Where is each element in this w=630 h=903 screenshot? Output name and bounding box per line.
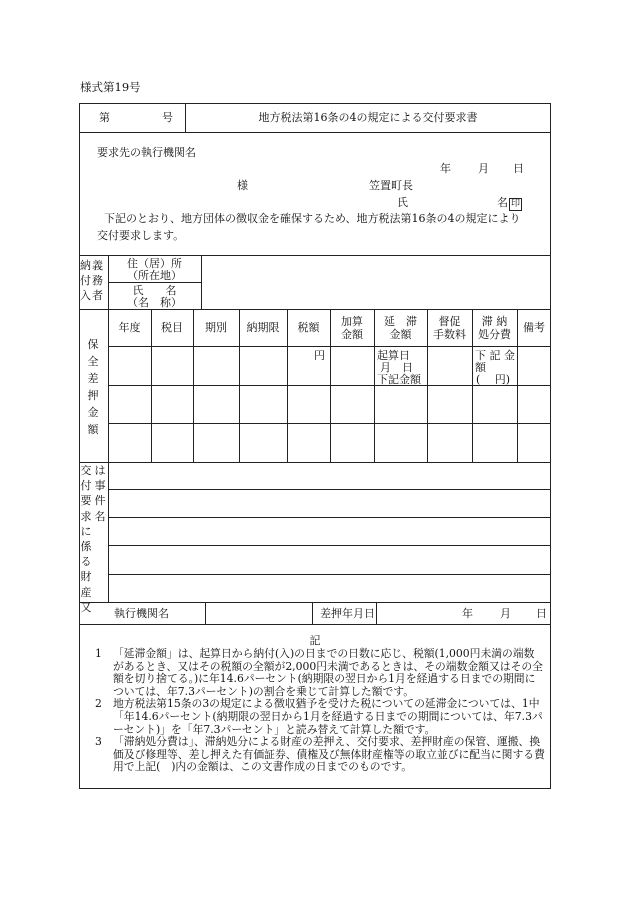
address-sub-label: （所在地） (127, 269, 182, 282)
divider (108, 462, 109, 602)
amount-side-label (86, 336, 100, 438)
divider (108, 574, 551, 575)
col-noukigen: 納期限 (246, 321, 280, 334)
side-char: る (80, 555, 92, 569)
divider (79, 602, 551, 603)
body-text-line1: 下記のとおり、地方団体の徴収金を確保するため、地方税法第16条の4の規定により (104, 212, 521, 225)
seal-mark: 印 (510, 199, 520, 209)
note-number: 2 (95, 697, 102, 711)
divider (108, 517, 551, 518)
taxpayer-side-label-2: 付務 (80, 274, 104, 287)
tainou-note-3: ( 円) (476, 373, 511, 386)
divider (376, 602, 377, 624)
side-char: は (94, 464, 106, 477)
side-char: 額 (87, 423, 99, 436)
side-char: に (80, 524, 92, 538)
note-item (95, 736, 545, 774)
side-char: 名 (94, 509, 106, 523)
shi-label: 氏 (397, 196, 408, 209)
form-number: 様式第19号 (80, 80, 141, 94)
mei-label (497, 196, 522, 211)
col-zeimoku: 税目 (161, 321, 183, 334)
document-title: 地方税法第16条の4の規定による交付要求書 (258, 111, 478, 124)
address-label: 住（居）所 (127, 257, 182, 270)
entai-note-3: 下記金額 (377, 373, 421, 386)
note-text: 地方税法第15条の3の規定による徴収猶予を受けた税についての延滞金については、1中「年14.6パーセント(納期限の翌日から1月を経過する日までの期間については、年7.3パーセント)」を「年7.3パーセント」と読み替えて計算した額です。 (113, 697, 543, 736)
date-month-label: 月 (478, 162, 489, 175)
tainou-note-1: 下 記 金 (475, 349, 515, 362)
divider (79, 462, 551, 463)
side-char: 差 (87, 372, 99, 385)
note-item (95, 698, 545, 736)
requested-agency-label: 要求先の執行機関名 (97, 146, 196, 159)
agency-label: 執行機関名 (114, 607, 169, 620)
side-char: 要 (80, 494, 92, 508)
col-kasan-1: 加算 (341, 315, 363, 328)
divider (79, 132, 551, 133)
taxpayer-side-label-1: 納義 (80, 259, 104, 272)
divider (79, 255, 551, 256)
divider (108, 489, 551, 490)
col-tokusoku-2: 手数料 (433, 328, 466, 341)
col-kasan-2: 金額 (341, 328, 363, 341)
side-char: 押 (87, 389, 99, 402)
divider (108, 545, 551, 546)
property-side-label-2 (93, 463, 107, 524)
sama-label: 様 (237, 179, 248, 192)
entai-note-1: 起算日 (377, 349, 410, 362)
note-number: 1 (95, 647, 102, 660)
col-kibetsu: 期別 (205, 321, 227, 334)
divider (312, 602, 313, 624)
footer-month: 月 (500, 607, 511, 620)
footer-day: 日 (536, 607, 547, 620)
divider (79, 309, 551, 310)
property-side-label-1 (79, 463, 93, 615)
name-label: 氏 名 (132, 284, 177, 297)
col-entai-1: 延 滞 (384, 315, 417, 328)
col-tokusoku-1: 督促 (438, 315, 461, 328)
col-tainou-1: 滞 納 (481, 315, 508, 328)
taxpayer-side-label-3: 入者 (80, 289, 104, 302)
note-text: 「延滞金額」は、起算日から納付(入)の日までの日数に応じ、税額(1,000円未満の端数があるとき、又はその税額の全額が2,000円未満であるときは、その端数金額又はその全額を切り捨てる。)に年14.6パーセント(納期限の翌日から1月を経過する日までの期間については、年7.3パーセント)の割合を乗じて計算した額です。 (113, 647, 543, 698)
col-entai-2: 金額 (389, 328, 412, 341)
seizure-date-label: 差押年月日 (320, 607, 375, 620)
side-char: 付 (80, 479, 92, 493)
col-zeigaku: 税額 (297, 321, 320, 334)
header-dai: 第 (99, 111, 110, 124)
body-text-line2: 交付要求します。 (97, 229, 185, 242)
notes-heading: 記 (309, 634, 321, 647)
tainou-note-2: 額 (475, 361, 486, 374)
note-number: 3 (95, 735, 102, 749)
mayor-label: 笠置町長 (369, 179, 413, 192)
divider (79, 624, 551, 625)
side-char: 保 (87, 338, 99, 351)
footer-year: 年 (462, 607, 473, 620)
side-char: 又 (80, 600, 92, 614)
divider (108, 282, 201, 283)
notes-list (95, 648, 545, 774)
mei-text: 名 (497, 196, 508, 209)
side-char: 係 (80, 540, 92, 554)
side-char: 金 (87, 406, 99, 419)
entai-note-2: 月 日 (380, 361, 413, 374)
side-char: 求 (80, 509, 92, 523)
name-sub-label: （名 称） (127, 296, 182, 309)
yen-unit: 円 (314, 349, 325, 362)
header-go: 号 (162, 111, 173, 124)
date-year-label: 年 (440, 162, 451, 175)
side-char: 件 (94, 494, 106, 508)
divider (205, 602, 206, 624)
side-char: 全 (87, 355, 99, 368)
side-char: 産 (80, 585, 92, 599)
note-item (95, 648, 545, 698)
side-char: 財 (80, 570, 92, 584)
side-char: 交 (80, 464, 92, 477)
col-tainou-2: 処分費 (478, 328, 511, 341)
col-nendo: 年度 (118, 321, 141, 334)
col-bikou: 備考 (523, 321, 545, 334)
side-char: 事 (94, 479, 106, 493)
date-day-label: 日 (513, 162, 524, 175)
divider (201, 255, 202, 309)
note-text: 「滞納処分費は」、滞納処分による財産の差押え、交付要求、差押財産の保管、運搬、換価及び修理等、差し押えた有価証券、債権及び無体財産権等の取立並びに配当に関する費用で上記( )内の金額は、この文書作成の日までのものです。 (113, 735, 545, 774)
